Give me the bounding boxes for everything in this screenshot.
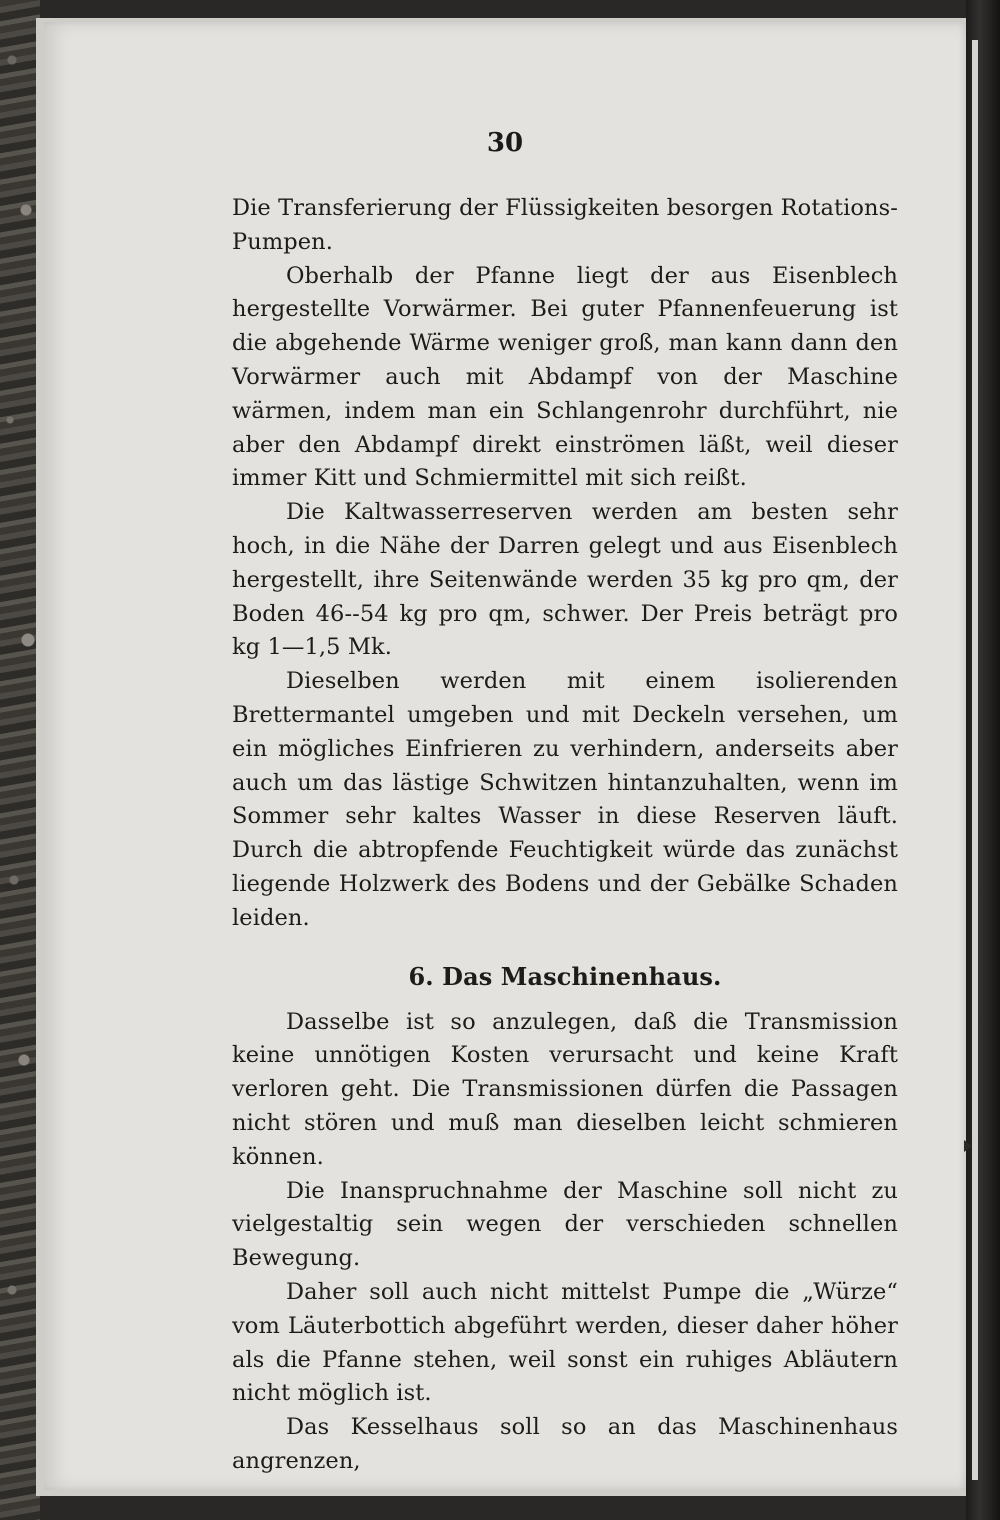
page-edge-line bbox=[972, 40, 978, 1480]
section-heading: 6. Das Maschinenhaus. bbox=[408, 961, 722, 991]
paragraph-5: Dasselbe ist so anzulegen, daß die Transmission keine unnötigen Kosten verursacht und keine Kraft verloren geht. Die Transmissionen dürfen die Passagen nicht stören und muß man dieselben leicht schmieren können. bbox=[232, 1008, 898, 1170]
page-text bbox=[232, 192, 898, 1479]
paragraph-1: Die Transferierung der Flüssigkeiten besorgen Rotations-Pumpen. bbox=[232, 195, 898, 255]
paragraph-8: Das Kesselhaus soll so an das Maschinenhaus angrenzen, bbox=[232, 1414, 898, 1474]
paragraph-6: Die Inanspruchnahme der Maschine soll nicht zu vielgestaltig sein wegen der verschieden schnellen Bewegung. bbox=[232, 1177, 898, 1272]
book-cover-left bbox=[0, 0, 40, 1520]
paragraph-4: Dieselben werden mit einem isolierenden Brettermantel umgeben und mit Deckeln versehen, um ein mögliches Einfrieren zu verhindern, anderseits aber auch um das lästige Schwitzen hintanzuhalten, wenn im Sommer sehr kaltes Wasser in diese Reserven läuft. Durch die abtropfende Feuchtigkeit würde das zunächst liegende Holzwerk des Bodens und der Gebälke Schaden leiden. bbox=[232, 668, 898, 931]
paragraph-7: Daher soll auch nicht mittelst Pumpe die „Würze“ vom Läuterbottich abgeführt werden, dieser daher höher als die Pfanne stehen, weil sonst ein ruhiges Abläutern nicht möglich ist. bbox=[232, 1278, 898, 1407]
edge-marker-icon bbox=[964, 1140, 972, 1152]
page-number: 30 bbox=[486, 128, 524, 158]
paragraph-3: Die Kaltwasserreserven werden am besten sehr hoch, in die Nähe der Darren gelegt und aus Eisenblech hergestellt, ihre Seitenwände werden 35 kg pro qm, der Boden 46--54 kg pro qm, schwer. Der Preis beträgt pro kg 1—1,5 Mk. bbox=[232, 499, 898, 661]
paragraph-2: Oberhalb der Pfanne liegt der aus Eisenblech hergestellte Vorwärmer. Bei guter Pfannenfeuerung ist die abgehende Wärme weniger groß, man kann dann den Vorwärmer auch mit Abdampf von der Maschine wärmen, indem man ein Schlangenrohr durchführt, nie aber den Abdampf direkt einströmen läßt, weil dieser immer Kitt und Schmiermittel mit sich reißt. bbox=[232, 262, 898, 492]
